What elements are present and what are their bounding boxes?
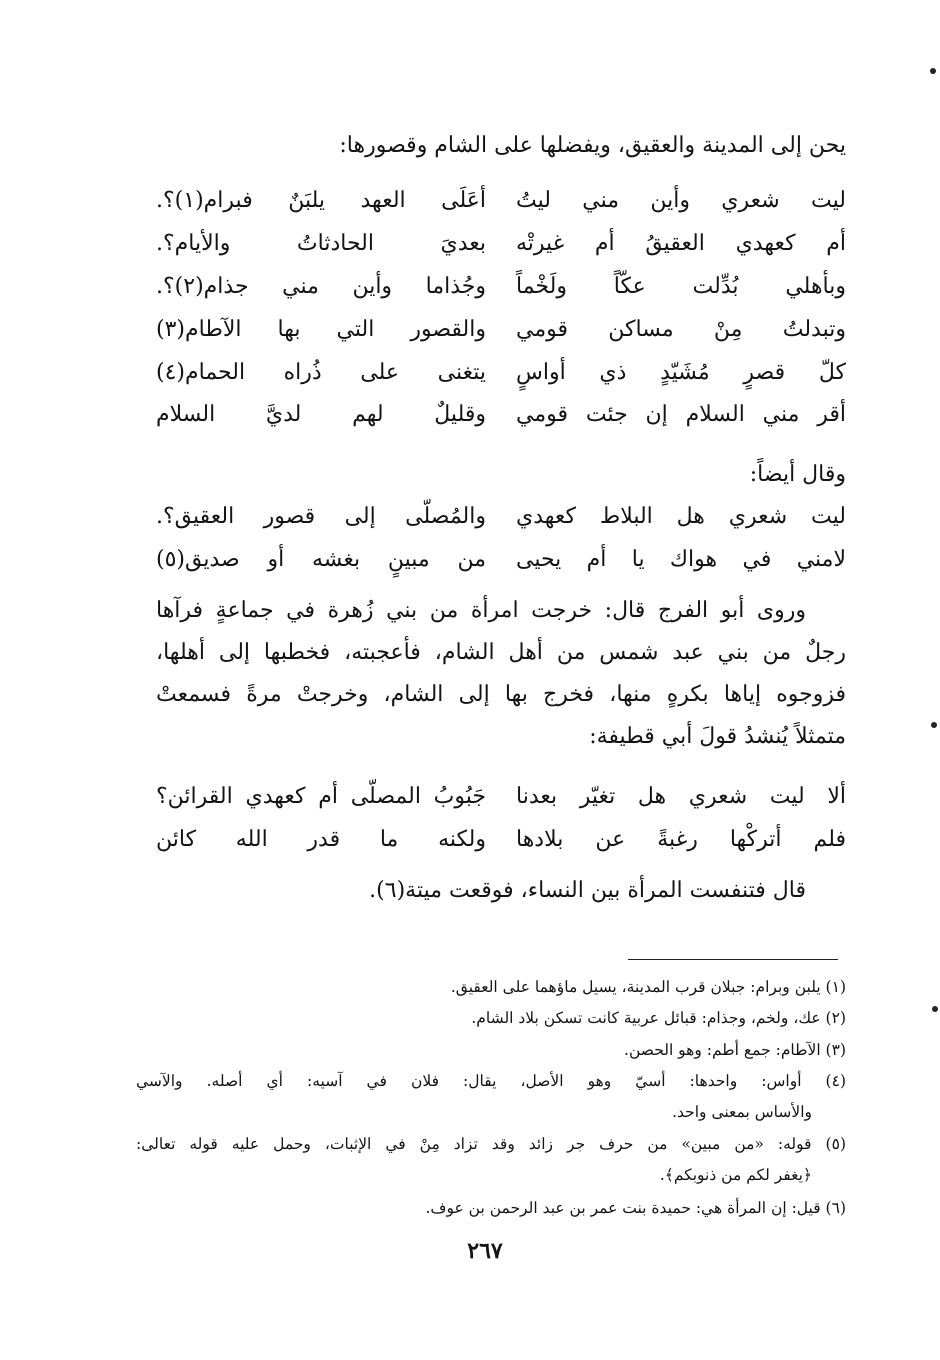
verse-first-hemistich: لامني في هواك يا أم يحيى — [516, 547, 846, 572]
paragraph-line: فزوجوه إياها بكرهٍ منها، فخرج بها إلى الشام، وخرجتْ مرةً فسمعتْ — [156, 682, 846, 707]
verse-second-hemistich: بعديَ الحادثاتُ والأيام؟. — [156, 231, 486, 256]
footnote: (٤) أواس: واحدها: أسيّ وهو الأصل، يقال: فلان في آسيه: أي أصله. والآسي — [136, 1072, 846, 1090]
verse — [156, 500, 846, 534]
paragraph-line: رجلٌ من بني عبد شمس من أهل الشام، فأعجبته، فخطبها إلى أهلها، — [156, 640, 846, 665]
verse-second-hemistich: وجُذاما وأين مني جذام(٢)؟. — [156, 274, 486, 299]
footnote-continuation: ﴿يغفر لكم من ذنوبكم﴾. — [659, 1166, 812, 1184]
verse-first-hemistich: كلّ قصرٍ مُشَيّدٍ ذي أواسٍ — [516, 360, 846, 385]
verse-second-hemistich: جَبُوبُ المصلّى أم كعهدي القرائن؟ — [156, 784, 486, 809]
verse-first-hemistich: أقر مني السلام إن جئت قومي — [516, 402, 846, 427]
verse — [156, 398, 846, 432]
intro-line: يحن إلى المدينة والعقيق، ويفضلها على الشام وقصورها: — [339, 133, 846, 158]
footnote-divider — [628, 959, 838, 960]
verse-second-hemistich: من مبينٍ بغشه أو صديق(٥) — [156, 547, 486, 572]
scan-margin-mark — [931, 722, 937, 728]
verse-first-hemistich: وتبدلتُ مِنْ مساكن قومي — [516, 317, 846, 342]
footnote-continuation: والأساس بمعنى واحد. — [672, 1103, 812, 1121]
section-heading: وقال أيضاً: — [749, 462, 846, 487]
footnote: (٣) الآطام: جمع أطم: وهو الحصن. — [624, 1041, 846, 1059]
closing-line: قال فتنفست المرأة بين النساء، فوقعت ميتة(٦). — [369, 878, 806, 903]
verse — [156, 356, 846, 390]
paragraph-line: متمثلاً يُنشدُ قولَ أبي قطيفة: — [589, 724, 846, 749]
verse — [156, 227, 846, 261]
verse — [156, 780, 846, 814]
verse-second-hemistich: وقليلٌ لهم لديَّ السلام — [156, 402, 486, 427]
verse — [156, 543, 846, 577]
verse-first-hemistich: ليت شعري وأين مني ليتُ — [516, 188, 846, 213]
footnote: (٢) عك، ولخم، وجذام: قبائل عربية كانت تسكن بلاد الشام. — [471, 1009, 846, 1027]
verse — [156, 313, 846, 347]
verse — [156, 184, 846, 218]
verse-first-hemistich: ليت شعري هل البلاط كعهدي — [516, 504, 846, 529]
footnote: (٦) قيل: إن المرأة هي: حميدة بنت عمر بن عبد الرحمن بن عوف. — [425, 1199, 846, 1217]
verse-second-hemistich: والمُصلّى إلى قصور العقيق؟. — [156, 504, 486, 529]
verse-first-hemistich: ألا ليت شعري هل تغيّر بعدنا — [516, 784, 846, 809]
footnote: (١) يلبن وبرام: جبلان قرب المدينة، يسيل ماؤهما على العقيق. — [450, 978, 846, 996]
verse-first-hemistich: وبأهلي بُدِّلت عكّاً ولَخْماً — [516, 274, 846, 299]
verse-second-hemistich: يتغنى على ذُراه الحمام(٤) — [156, 360, 486, 385]
footnote: (٥) قوله: «من مبين» من حرف جر زائد وقد تزاد مِنْ في الإثبات، وحمل عليه قوله تعالى: — [136, 1135, 846, 1153]
verse-second-hemistich: ولكنه ما قدر الله كائن — [156, 827, 486, 852]
verse-first-hemistich: أم كعهدي العقيقُ أم غيرتْه — [516, 231, 846, 256]
verse-first-hemistich: فلم أتركْها رغبةً عن بلادها — [516, 827, 846, 852]
paragraph-line: وروى أبو الفرج قال: خرجت امرأة من بني زُهرة في جماعةٍ فرآها — [156, 598, 806, 623]
page-number: ٢٦٧ — [467, 1238, 503, 1264]
scan-margin-mark — [932, 1006, 938, 1012]
verse-second-hemistich: والقصور التي بها الآطام(٣) — [156, 317, 486, 342]
scan-margin-mark — [930, 68, 936, 74]
verse — [156, 270, 846, 304]
verse-second-hemistich: أعَلَى العهد يلبَنٌ فبرام(١)؟. — [156, 188, 486, 213]
narration-paragraph — [156, 590, 846, 758]
verse — [156, 823, 846, 857]
